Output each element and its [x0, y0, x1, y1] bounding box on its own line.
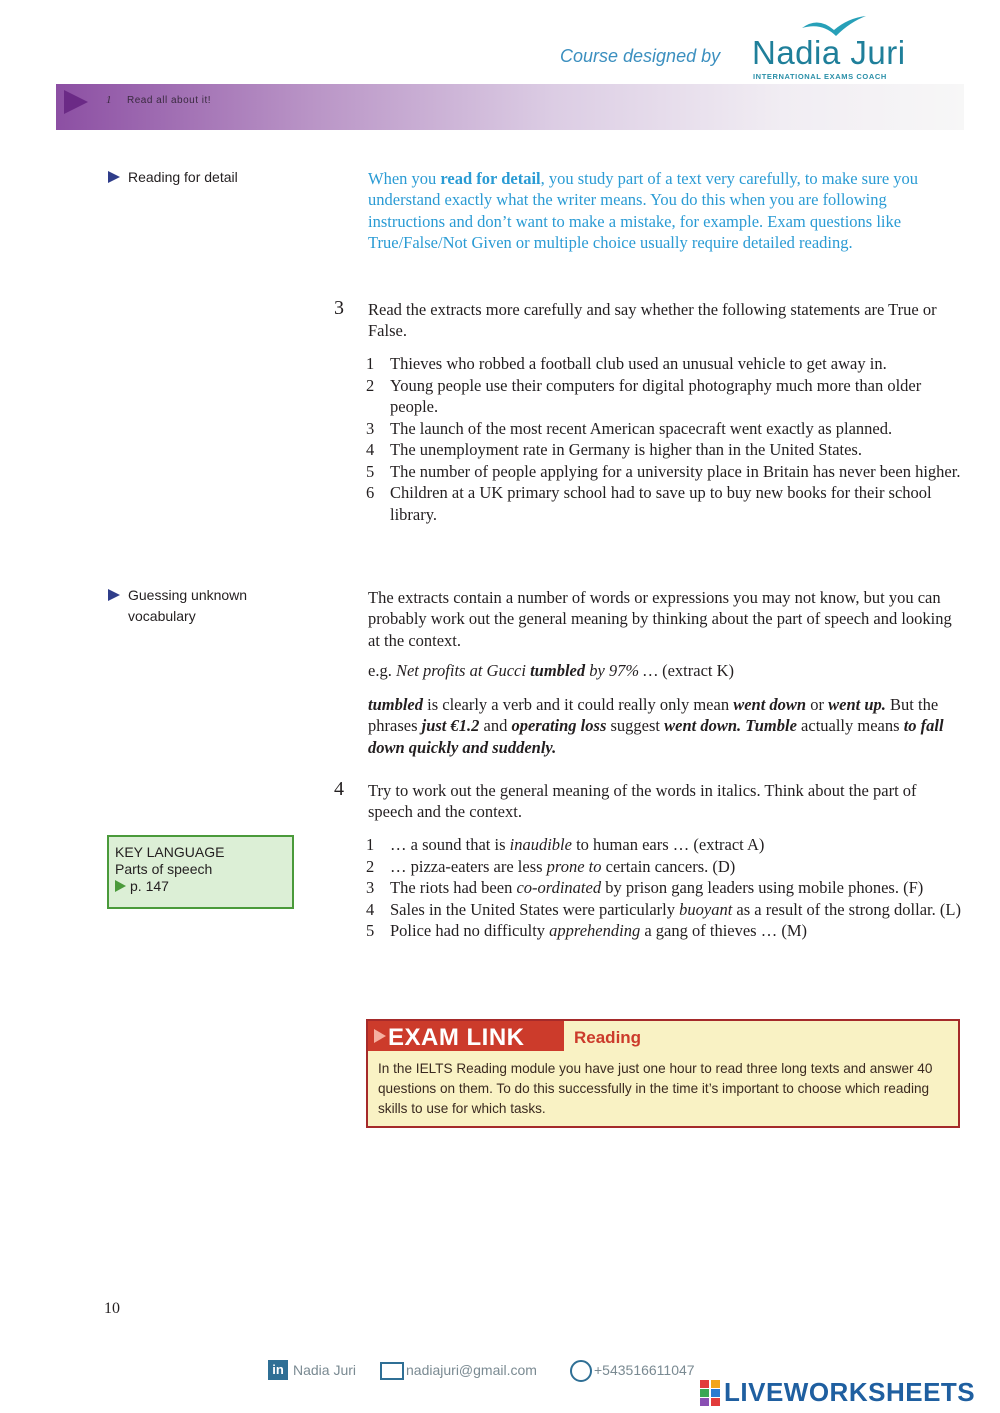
- list-item-number: 5: [366, 461, 375, 481]
- footer-phone[interactable]: +543516611047: [594, 1362, 695, 1378]
- list-item-number: 4: [366, 440, 375, 459]
- intro-paragraph: When you read for detail, you study part of a text very carefully, to make sure you understand exactly what the writer means. You do this when you are following instructions and don’t want to make a mistake, for example. Exam questions like True/False/Not Given or multiple choice usually require detailed reading.: [368, 169, 919, 252]
- linkedin-icon[interactable]: in: [268, 1360, 288, 1380]
- whatsapp-icon[interactable]: [570, 1360, 592, 1382]
- question-4-instruction: Try to work out the general meaning of the words in italics. Think about the part of speech and the context.: [368, 781, 917, 822]
- exam-link-title: Reading: [574, 1028, 642, 1047]
- exam-link-body: In the IELTS Reading module you have just one hour to read three long texts and answer 40 questions on them. To do this successfully in the time it’s important to choose which reading skills to use for which tasks.: [378, 1061, 933, 1116]
- key-language-title: KEY LANGUAGE: [115, 844, 225, 860]
- list-item-text: The number of people applying for a university place in Britain has never been higher.: [390, 461, 961, 481]
- triangle-icon: [374, 1029, 386, 1043]
- triangle-pointer-icon: [115, 880, 126, 892]
- list-item-text: … pizza-eaters are less prone to certain cancers. (D): [390, 856, 736, 876]
- italic-term: apprehending: [549, 921, 641, 940]
- list-item: [366, 877, 966, 899]
- list-item-number: 2: [366, 856, 375, 876]
- list-item: [366, 482, 966, 525]
- question-4-number: 4: [334, 778, 344, 800]
- list-item-number: 2: [366, 375, 375, 395]
- list-item-text: The riots had been co-ordinated by prison gang leaders using mobile phones. (F): [390, 878, 924, 897]
- italic-term: prone to: [546, 856, 602, 876]
- list-item: [366, 439, 966, 461]
- list-item: [366, 461, 966, 483]
- vocab-paragraph: The extracts contain a number of words or expressions you may not know, but you can probably work out the general meaning by thinking about the part of speech and looking at the context.: [368, 588, 952, 650]
- brand-subtitle: INTERNATIONAL EXAMS COACH: [753, 72, 887, 81]
- list-item-number: 1: [366, 354, 375, 373]
- list-item: [366, 834, 966, 856]
- unit-number: 1: [106, 94, 112, 106]
- exam-link-box: [366, 1019, 960, 1128]
- vocab-example: e.g. Net profits at Gucci tumbled by 97% … (extract K): [368, 661, 735, 680]
- triangle-bullet-icon: [108, 589, 120, 601]
- unit-header-band: [56, 84, 964, 130]
- question-3-number: 3: [334, 297, 344, 319]
- list-item-text: Children at a UK primary school had to save up to buy new books for their school library.: [390, 483, 932, 524]
- key-language-ref[interactable]: p. 147: [109, 878, 292, 895]
- course-designed-by: Course designed by: [560, 46, 721, 66]
- list-item-number: 4: [366, 899, 375, 919]
- exam-link-label: EXAM LINK: [388, 1024, 525, 1051]
- italic-term: co-ordinated: [516, 878, 602, 897]
- list-item-text: … a sound that is inaudible to human ears … (extract A): [390, 835, 765, 854]
- list-item: [366, 920, 966, 942]
- list-item: [366, 899, 966, 921]
- list-item-text: Young people use their computers for digital photography much more than older people.: [390, 375, 922, 416]
- list-item-number: 6: [366, 483, 375, 502]
- italic-term: inaudible: [509, 835, 572, 854]
- question-4-list: [366, 834, 966, 942]
- liveworksheets-badge-icon: [700, 1380, 720, 1406]
- list-item: [366, 353, 966, 375]
- list-item-number: 5: [366, 921, 375, 940]
- key-language-subtitle: Parts of speech: [115, 861, 213, 877]
- footer-email[interactable]: nadiajuri@gmail.com: [406, 1362, 537, 1378]
- list-item-text: Police had no difficulty apprehending a gang of thieves … (M): [390, 921, 808, 940]
- list-item-text: The unemployment rate in Germany is higher than in the United States.: [390, 440, 862, 459]
- list-item-number: 3: [366, 418, 375, 438]
- list-item: [366, 856, 966, 878]
- list-item: [366, 375, 966, 418]
- footer-linkedin-name[interactable]: Nadia Juri: [293, 1362, 357, 1378]
- key-language-box: [107, 835, 294, 909]
- list-item-text: Thieves who robbed a football club used an unusual vehicle to get away in.: [390, 354, 887, 373]
- list-item: [366, 418, 966, 440]
- vocab-explanation: tumbled is clearly a verb and it could really only mean went down or went up. But the phrases just €1.2 and operating loss suggest went down. Tumble actually means to fall down quickly and suddenly.: [368, 695, 944, 757]
- unit-title: Read all about it!: [127, 95, 212, 106]
- list-item-number: 3: [366, 878, 375, 897]
- mail-icon[interactable]: [380, 1362, 404, 1380]
- brand-name: Nadia Juri: [752, 34, 906, 71]
- list-item-text: The launch of the most recent American spacecraft went exactly as planned.: [390, 418, 893, 438]
- list-item-number: 1: [366, 835, 375, 854]
- page-number: 10: [104, 1300, 120, 1317]
- question-3-instruction: Read the extracts more carefully and say whether the following statements are True or False.: [368, 300, 937, 341]
- question-3-list: [366, 353, 966, 525]
- liveworksheets-logo: LIVEWORKSHEETS: [724, 1377, 976, 1407]
- list-item-text: Sales in the United States were particularly buoyant as a result of the strong dollar. (L): [390, 899, 961, 919]
- exam-link-header: [368, 1021, 564, 1051]
- triangle-bullet-icon: [108, 171, 120, 183]
- italic-term: buoyant: [679, 899, 733, 919]
- side-label-reading-detail: Reading for detail: [108, 167, 238, 188]
- side-label-guessing: Guessing unknown vocabulary: [108, 585, 247, 627]
- unit-arrow-icon: [64, 90, 88, 114]
